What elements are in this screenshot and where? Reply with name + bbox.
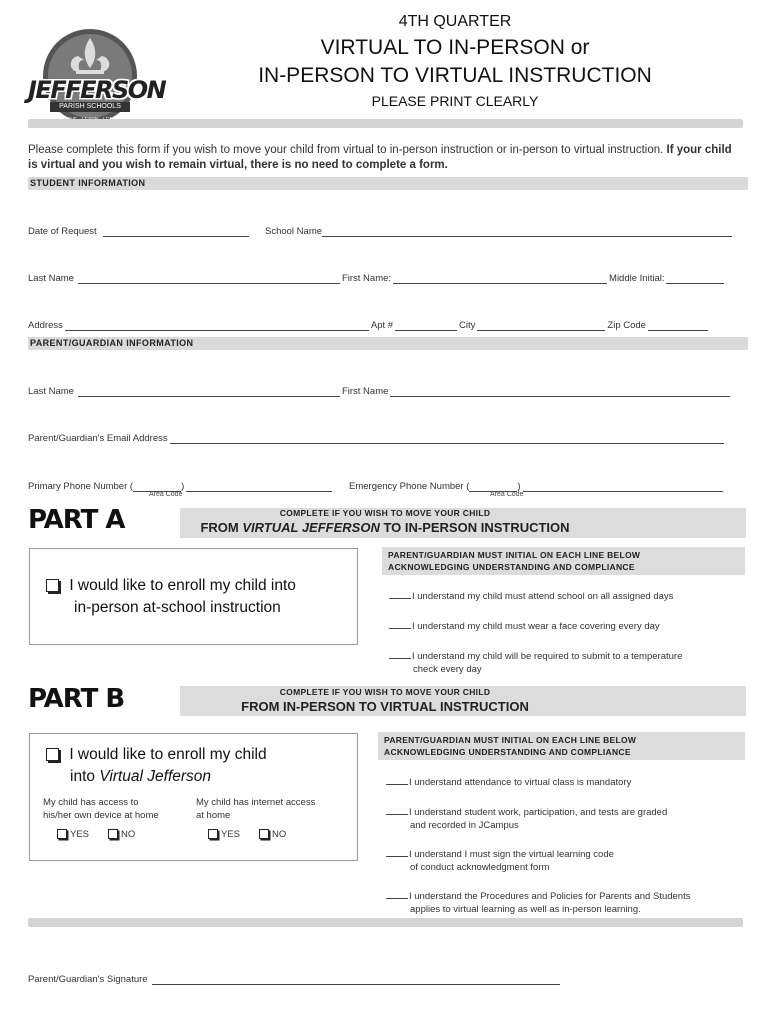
device-yes-checkbox[interactable] xyxy=(57,829,67,839)
emergency-area-code-hint: Area Code xyxy=(490,491,524,498)
date-of-request-field[interactable]: Date of Request xyxy=(28,226,251,237)
intro-paragraph xyxy=(28,143,740,173)
internet-no-checkbox[interactable] xyxy=(259,829,269,839)
footer-divider xyxy=(28,918,743,927)
part-a-direction: FROM VIRTUAL JEFFERSON TO IN-PERSON INSTRUCTION xyxy=(200,520,570,535)
primary-area-code-hint: Area Code xyxy=(149,491,183,498)
part-a-label: PART A xyxy=(28,505,125,535)
intro-bold: If your child is virtual and you wish to remain virtual, there is no need to complete a form. xyxy=(28,144,732,171)
logo-brand-text: JEFFERSON xyxy=(28,76,166,104)
primary-phone-field[interactable]: Primary Phone Number ( ) xyxy=(28,481,334,492)
part-b-enroll-option[interactable]: I would like to enroll my child into Virtual Jefferson xyxy=(46,744,351,788)
guardian-info-heading: PARENT/GUARDIAN INFORMATION xyxy=(28,337,748,350)
title-line-1: VIRTUAL TO IN-PERSON or xyxy=(320,36,590,59)
signature-field[interactable]: Parent/Guardian's Signature xyxy=(28,974,562,985)
part-a-ack-3[interactable]: I understand my child will be required to submit to a temperature check every day xyxy=(389,649,682,676)
part-b-label: PART B xyxy=(28,684,125,714)
internet-yes-option[interactable]: YES xyxy=(208,829,240,840)
student-address-field[interactable]: Address Apt # City Zip Code xyxy=(28,320,708,331)
student-last-name-field[interactable]: Last Name First Name: Middle Initial: xyxy=(28,273,724,284)
internet-yes-checkbox[interactable] xyxy=(208,829,218,839)
intro-text: Please complete this form if you wish to move your child from virtual to in-person instruction or in-person to virtual instruction. xyxy=(28,144,667,156)
print-clearly-note: PLEASE PRINT CLEARLY xyxy=(371,93,539,109)
device-question: My child has access to his/her own device at home xyxy=(43,797,159,821)
part-b-enroll-checkbox[interactable] xyxy=(46,748,59,761)
part-b-ack-1[interactable]: I understand attendance to virtual class is mandatory xyxy=(386,775,631,789)
part-a-complete: COMPLETE IF YOU WISH TO MOVE YOUR CHILD xyxy=(279,508,491,518)
quarter-heading: 4TH QUARTER xyxy=(398,13,512,30)
part-b-complete: COMPLETE IF YOU WISH TO MOVE YOUR CHILD xyxy=(279,687,491,697)
part-a-enroll-checkbox[interactable] xyxy=(46,579,59,592)
device-yes-option[interactable]: YES xyxy=(57,829,89,840)
device-no-option[interactable]: NO xyxy=(108,829,135,840)
student-info-heading: STUDENT INFORMATION xyxy=(28,177,748,190)
emergency-phone-field[interactable]: Emergency Phone Number ( ) xyxy=(349,481,723,492)
part-b-ack-4[interactable]: I understand the Procedures and Policies for Parents and Students applies to virtual learning as well as in-person learning. xyxy=(386,889,690,916)
part-b-ack-3[interactable]: I understand I must sign the virtual learning code of conduct acknowledgment form xyxy=(386,847,614,874)
header-divider xyxy=(28,119,743,128)
school-name-field[interactable]: School Name xyxy=(265,226,734,237)
jefferson-logo xyxy=(28,26,166,126)
part-a-ack-1[interactable]: I understand my child must attend school on all assigned days xyxy=(389,589,673,603)
part-b-direction: FROM IN-PERSON TO VIRTUAL INSTRUCTION xyxy=(241,699,529,714)
internet-question: My child has internet access at home xyxy=(196,797,316,821)
part-a-enroll-option[interactable]: I would like to enroll my child into in-person at-school instruction xyxy=(46,575,351,619)
device-no-checkbox[interactable] xyxy=(108,829,118,839)
logo-sub-text: PARISH SCHOOLS xyxy=(59,103,121,110)
guardian-email-field[interactable]: Parent/Guardian's Email Address xyxy=(28,433,724,444)
guardian-name-field[interactable]: Last Name First Name xyxy=(28,386,730,397)
part-b-ack-2[interactable]: I understand student work, participation, and tests are graded and recorded in JCampus xyxy=(386,805,667,832)
part-a-ack-2[interactable]: I understand my child must wear a face covering every day xyxy=(389,619,660,633)
title-line-2: IN-PERSON TO VIRTUAL INSTRUCTION xyxy=(258,64,652,87)
part-a-ack-heading: PARENT/GUARDIAN MUST INITIAL ON EACH LINE BELOW ACKNOWLEDGING UNDERSTANDING AND COMPLIANCE xyxy=(382,547,745,575)
part-b-ack-heading: PARENT/GUARDIAN MUST INITIAL ON EACH LINE BELOW ACKNOWLEDGING UNDERSTANDING AND COMPLIANCE xyxy=(378,732,745,760)
internet-no-option[interactable]: NO xyxy=(259,829,286,840)
